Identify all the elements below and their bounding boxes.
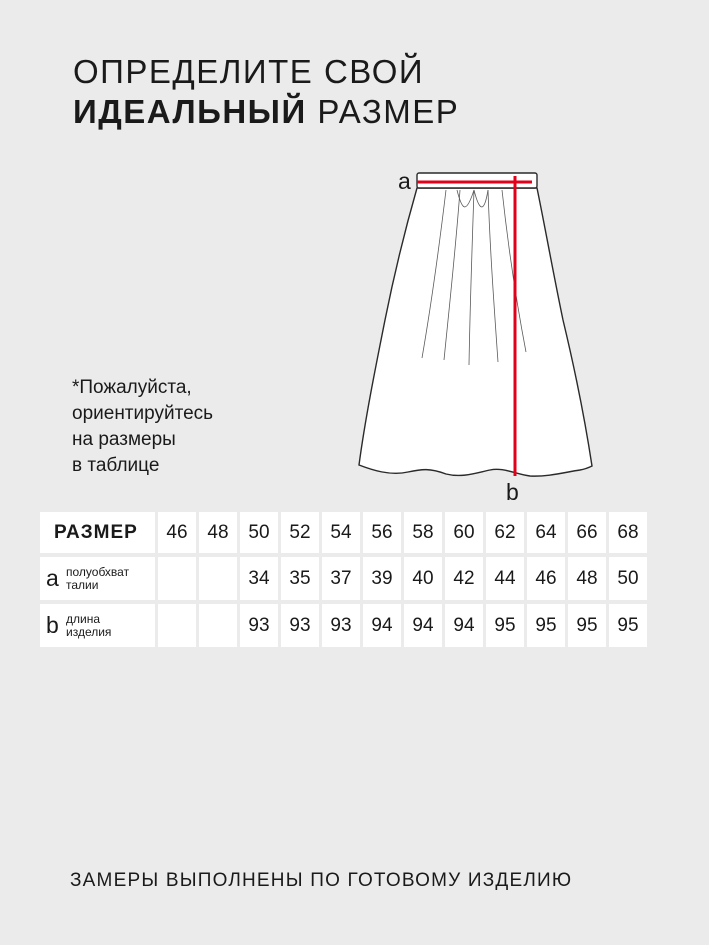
note-line-3: на размеры (72, 429, 176, 450)
row-letter: b (46, 612, 59, 638)
table-cell: 48 (568, 557, 606, 600)
size-header-cell: 52 (281, 512, 319, 553)
label-a: a (398, 168, 411, 194)
table-cell: 35 (281, 557, 319, 600)
row-label (40, 557, 155, 600)
row-desc-line-1: полуобхват (66, 564, 130, 579)
table-cell: 94 (404, 604, 442, 647)
footer-note: ЗАМЕРЫ ВЫПОЛНЕНЫ ПО ГОТОВОМУ ИЗДЕЛИЮ (70, 870, 573, 891)
title-line-2 (73, 92, 459, 132)
title-rest-word: РАЗМЕР (317, 93, 460, 130)
table-cell: 94 (445, 604, 483, 647)
size-header-cell: 48 (199, 512, 237, 553)
title-bold-word: ИДЕАЛЬНЫЙ (73, 93, 307, 130)
size-header-cell: 68 (609, 512, 647, 553)
row-letter: a (46, 565, 59, 591)
size-header-cell: 62 (486, 512, 524, 553)
size-header-cell: 46 (158, 512, 196, 553)
note-line-2: ориентируйтесь (72, 403, 214, 424)
row-description (66, 566, 129, 592)
size-header-row (40, 512, 647, 553)
size-header-cell: 56 (363, 512, 401, 553)
table-row (40, 557, 647, 600)
size-header-cell: 64 (527, 512, 565, 553)
note-line-1: *Пожалуйста, (72, 377, 192, 398)
table-cell: 93 (281, 604, 319, 647)
table-cell: 39 (363, 557, 401, 600)
table-cell: 93 (322, 604, 360, 647)
table-cell: 95 (486, 604, 524, 647)
size-header-cell: 60 (445, 512, 483, 553)
page-title (73, 52, 459, 132)
table-cell: 40 (404, 557, 442, 600)
table-cell: 34 (240, 557, 278, 600)
row-description (66, 613, 111, 639)
table-cell: 44 (486, 557, 524, 600)
table-cell (158, 604, 196, 647)
size-header-cell: 58 (404, 512, 442, 553)
table-cell (199, 604, 237, 647)
label-b: b (506, 479, 519, 505)
table-cell: 95 (527, 604, 565, 647)
row-label (40, 604, 155, 647)
title-line-1: ОПРЕДЕЛИТЕ СВОЙ (73, 53, 425, 90)
table-cell: 95 (568, 604, 606, 647)
table-cell: 50 (609, 557, 647, 600)
row-desc-line-2: талии (66, 577, 99, 592)
table-cell: 93 (240, 604, 278, 647)
table-cell (199, 557, 237, 600)
size-note (72, 375, 213, 479)
skirt-body-outline (359, 188, 592, 476)
table-cell: 42 (445, 557, 483, 600)
skirt-diagram (340, 160, 610, 505)
size-header-cell: 54 (322, 512, 360, 553)
size-header-cell: 50 (240, 512, 278, 553)
table-cell: 46 (527, 557, 565, 600)
table-cell: 94 (363, 604, 401, 647)
note-line-4: в таблице (72, 455, 160, 476)
table-row (40, 604, 647, 647)
size-table (37, 508, 650, 651)
table-cell: 37 (322, 557, 360, 600)
size-header-label: РАЗМЕР (40, 512, 155, 553)
table-cell (158, 557, 196, 600)
size-header-cell: 66 (568, 512, 606, 553)
row-desc-line-1: длина (66, 611, 101, 626)
row-desc-line-2: изделия (66, 624, 112, 639)
table-cell: 95 (609, 604, 647, 647)
